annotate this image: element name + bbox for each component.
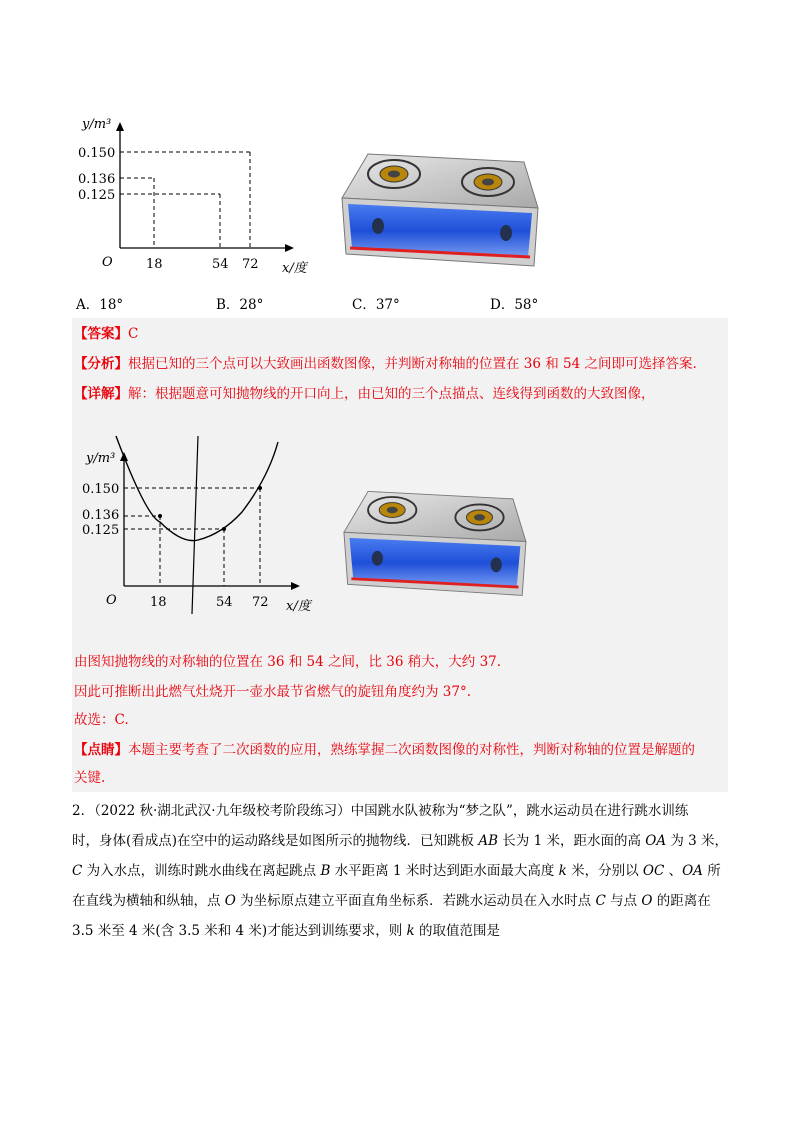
x-tick-54: 54 (212, 257, 229, 272)
comment-text: 本题主要考查了二次函数的应用，熟练掌握二次函数图像的对称性，判断对称轴的位置是解题的 (128, 742, 695, 758)
conclusion-line-1: 由图知抛物线的对称轴的位置在 36 和 54 之间，比 36 稍大，大约 37. (74, 654, 502, 670)
answer-line (74, 324, 138, 344)
question-2 (72, 796, 732, 946)
option-c[interactable]: C．37° (352, 297, 400, 313)
question-2-line-4: 在直线为横轴和纵轴，点 O 为坐标原点建立平面直角坐标系．若跳水运动员在入水时点 C 与点 O 的距离在 (72, 893, 711, 909)
detail-line (74, 384, 655, 404)
x-axis-label: x/度 (282, 261, 307, 276)
y-tick-0136: 0.136 (82, 508, 120, 523)
x-tick-18: 18 (150, 595, 167, 610)
question-2-line-1: 2．（2022 秋·湖北武汉·九年级校考阶段练习）中国跳水队被称为“梦之队”，跳水运动员在进行跳水训练 (72, 803, 689, 819)
option-b[interactable]: B．28° (216, 297, 264, 313)
x-axis-label: x/度 (286, 599, 311, 614)
analysis-text: 根据已知的三个点可以大致画出函数图像，并判断对称轴的位置在 36 和 54 之间即可选择答案. (128, 356, 697, 372)
y-tick-0125: 0.125 (78, 188, 116, 203)
gas-stove-image (338, 146, 540, 286)
chart-top (70, 112, 310, 284)
option-a[interactable]: A．18° (76, 297, 124, 313)
detail-tag: 【详解】 (74, 386, 128, 402)
option-d[interactable]: D．58° (490, 297, 539, 313)
conclusion-line-2: 因此可推断出此燃气灶烧开一壶水最节省燃气的旋钮角度约为 37°. (74, 684, 472, 700)
question-2-line-5: 3.5 米至 4 米(含 3.5 米和 4 米)才能达到训练要求，则 k 的取值范围是 (72, 923, 500, 939)
y-axis-label: y/m³ (82, 117, 112, 132)
question-2-line-3: C 为入水点，训练时跳水曲线在离起跳点 B 水平距离 1 米时达到距水面最大高度 k 米，分别以 OC 、OA 所 (72, 863, 721, 879)
detail-text: 解：根据题意可知抛物线的开口向上，由已知的三个点描点、连线得到函数的大致图像， (128, 386, 655, 402)
chart-bottom (72, 428, 334, 614)
x-tick-72: 72 (242, 257, 259, 272)
y-tick-0125: 0.125 (82, 523, 120, 538)
analysis-line (74, 354, 697, 374)
y-tick-0150: 0.150 (82, 482, 120, 497)
gas-stove-image (340, 484, 528, 614)
comment-tag: 【点睛】 (74, 742, 128, 758)
answer-tag: 【答案】 (74, 326, 128, 342)
x-tick-54: 54 (216, 595, 233, 610)
answer-text: C (128, 326, 139, 342)
question-2-line-2: 时，身体(看成点)在空中的运动路线是如图所示的抛物线．已知跳板 AB 长为 1 米，距水面的高 OA 为 3 米， (72, 833, 729, 849)
origin-label: O (106, 593, 117, 608)
y-tick-0136: 0.136 (78, 172, 116, 187)
conclusion-line-3: 故选：C. (74, 712, 129, 728)
symmetry-axis-line (192, 436, 198, 614)
analysis-tag: 【分析】 (74, 356, 128, 372)
x-tick-72: 72 (252, 595, 269, 610)
y-axis-label: y/m³ (86, 451, 116, 466)
y-tick-0150: 0.150 (78, 146, 116, 161)
origin-label: O (102, 255, 113, 270)
comment-line-2: 关键. (74, 770, 106, 786)
comment-line (74, 740, 695, 760)
x-tick-18: 18 (146, 257, 163, 272)
